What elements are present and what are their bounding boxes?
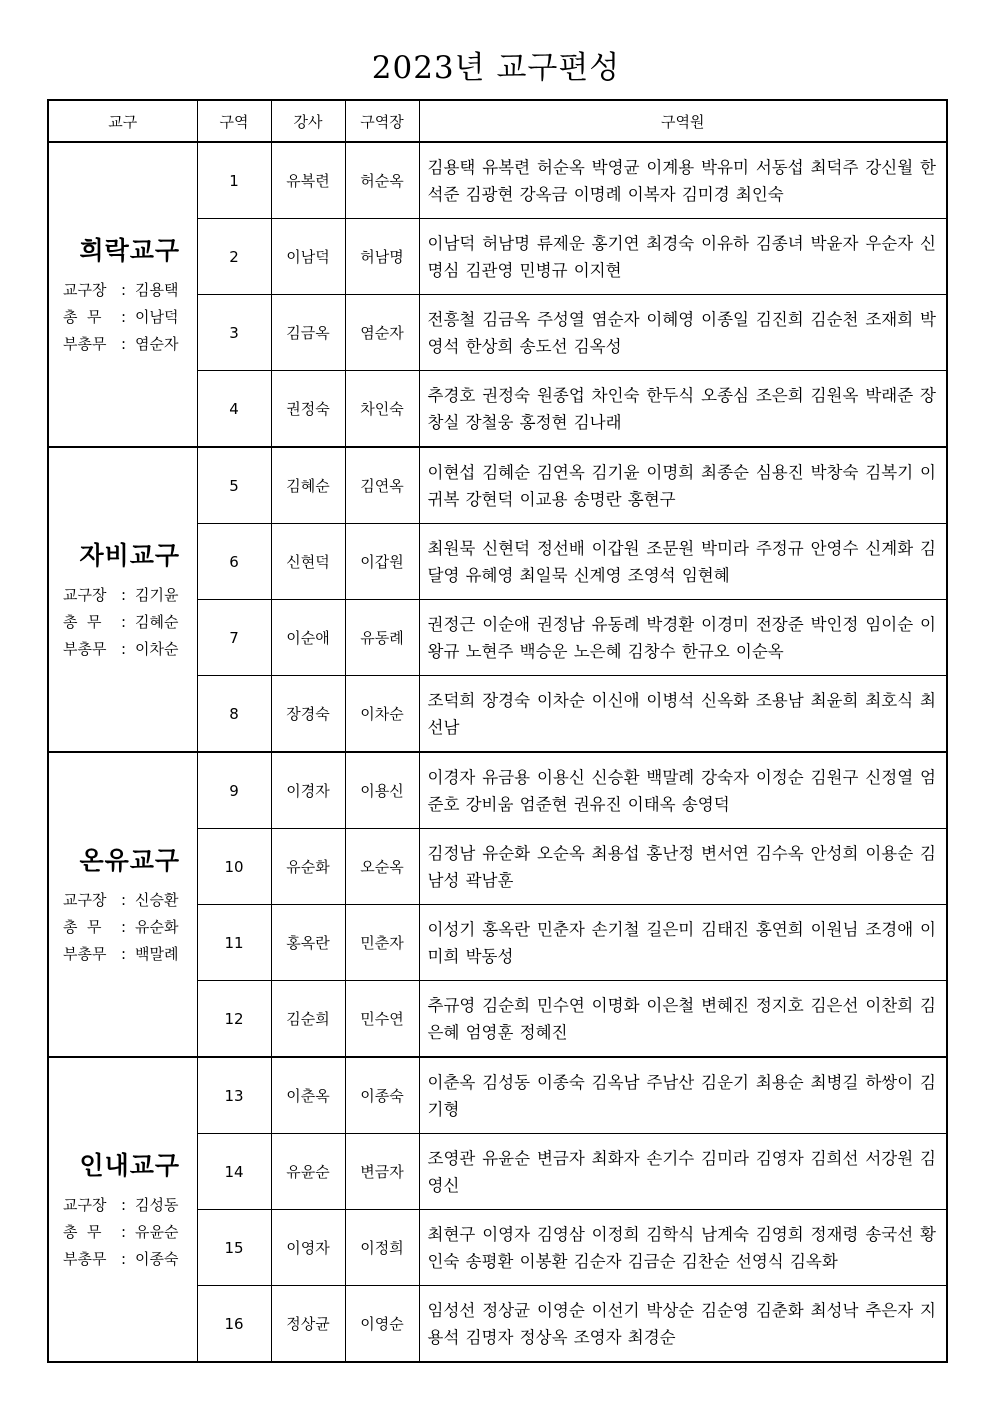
district-number: 14 bbox=[197, 1134, 271, 1210]
officer-colon: : bbox=[121, 1250, 127, 1268]
parish-general bbox=[63, 304, 197, 331]
parish-general-name: 유순화 bbox=[135, 918, 179, 936]
district-teacher: 유윤순 bbox=[271, 1134, 345, 1210]
officer-colon: : bbox=[121, 945, 127, 963]
parish-cell bbox=[48, 447, 197, 752]
district-number: 8 bbox=[197, 676, 271, 753]
officer-label-head: 교구장 bbox=[63, 281, 107, 299]
district-leader: 김연옥 bbox=[345, 447, 419, 524]
parish-vice bbox=[63, 331, 197, 358]
officer-label-vice: 부총무 bbox=[63, 1250, 107, 1268]
parish-vice-name: 이차순 bbox=[135, 640, 179, 658]
district-teacher: 신현덕 bbox=[271, 524, 345, 600]
district-number: 7 bbox=[197, 600, 271, 676]
officer-label-general: 총 무 bbox=[63, 918, 102, 936]
district-leader: 변금자 bbox=[345, 1134, 419, 1210]
parish-name: 인내교구 bbox=[79, 1151, 181, 1180]
officer-label-general: 총 무 bbox=[63, 613, 102, 631]
officer-colon: : bbox=[121, 640, 127, 658]
officer-label-vice: 부총무 bbox=[63, 640, 107, 658]
parish-vice-name: 염순자 bbox=[135, 335, 179, 353]
parish-general bbox=[63, 609, 197, 636]
district-members: 김정남 유순화 오순옥 최용섭 홍난정 변서연 김수옥 안성희 이용순 김남성 곽남훈 bbox=[419, 829, 947, 905]
district-leader: 유동례 bbox=[345, 600, 419, 676]
officer-label-general: 총 무 bbox=[63, 1223, 102, 1241]
officer-label-head: 교구장 bbox=[63, 891, 107, 909]
district-number: 3 bbox=[197, 295, 271, 371]
parish-name: 자비교구 bbox=[79, 541, 181, 570]
district-members: 추규영 김순희 민수연 이명화 이은철 변혜진 정지호 김은선 이찬희 김은혜 엄영훈 정혜진 bbox=[419, 981, 947, 1058]
officer-colon: : bbox=[121, 1196, 127, 1214]
parish-cell bbox=[48, 752, 197, 1057]
district-number: 16 bbox=[197, 1286, 271, 1363]
table-row bbox=[48, 447, 947, 524]
parish-vice-name: 백말례 bbox=[135, 945, 179, 963]
district-number: 11 bbox=[197, 905, 271, 981]
officer-colon: : bbox=[121, 613, 127, 631]
district-number: 13 bbox=[197, 1057, 271, 1134]
district-members: 최현구 이영자 김영삼 이정희 김학식 남계숙 김영희 정재령 송국선 황인숙 송평환 이봉환 김순자 김금순 김찬순 선영식 김옥화 bbox=[419, 1210, 947, 1286]
table-body bbox=[48, 142, 947, 1362]
parish-head-name: 김기윤 bbox=[135, 586, 179, 604]
district-number: 2 bbox=[197, 219, 271, 295]
district-leader: 이갑원 bbox=[345, 524, 419, 600]
district-number: 10 bbox=[197, 829, 271, 905]
district-teacher: 김순희 bbox=[271, 981, 345, 1058]
table-row bbox=[48, 142, 947, 219]
officer-label-vice: 부총무 bbox=[63, 945, 107, 963]
parish-roster-table bbox=[47, 99, 948, 1363]
officer-label-general: 총 무 bbox=[63, 308, 102, 326]
district-members: 권정근 이순애 권정남 유동례 박경환 이경미 전장준 박인정 임이순 이왕규 노현주 백승운 노은혜 김창수 한규오 이순옥 bbox=[419, 600, 947, 676]
district-leader: 이정희 bbox=[345, 1210, 419, 1286]
parish-head bbox=[63, 277, 197, 304]
district-leader: 이차순 bbox=[345, 676, 419, 753]
parish-head-name: 신승환 bbox=[135, 891, 179, 909]
district-number: 12 bbox=[197, 981, 271, 1058]
district-number: 9 bbox=[197, 752, 271, 829]
district-teacher: 김금옥 bbox=[271, 295, 345, 371]
district-members: 이현섭 김혜순 김연옥 김기윤 이명희 최종순 심용진 박창숙 김복기 이귀복 강현덕 이교용 송명란 홍현구 bbox=[419, 447, 947, 524]
district-teacher: 권정숙 bbox=[271, 371, 345, 448]
parish-head bbox=[63, 582, 197, 609]
officer-label-head: 교구장 bbox=[63, 1196, 107, 1214]
header-leader: 구역장 bbox=[345, 100, 419, 142]
district-teacher: 이순애 bbox=[271, 600, 345, 676]
district-leader: 민수연 bbox=[345, 981, 419, 1058]
parish-cell bbox=[48, 1057, 197, 1362]
district-members: 이성기 홍옥란 민춘자 손기철 길은미 김태진 홍연희 이원님 조경애 이미희 박동성 bbox=[419, 905, 947, 981]
district-number: 4 bbox=[197, 371, 271, 448]
district-leader: 이영순 bbox=[345, 1286, 419, 1363]
officer-colon: : bbox=[121, 308, 127, 326]
parish-head-name: 김용택 bbox=[135, 281, 179, 299]
officer-colon: : bbox=[121, 335, 127, 353]
district-teacher: 이경자 bbox=[271, 752, 345, 829]
officer-colon: : bbox=[121, 918, 127, 936]
district-teacher: 이영자 bbox=[271, 1210, 345, 1286]
table-header-row bbox=[48, 100, 947, 142]
header-members: 구역원 bbox=[419, 100, 947, 142]
parish-general bbox=[63, 1219, 197, 1246]
district-number: 5 bbox=[197, 447, 271, 524]
district-members: 이남덕 허남명 류제운 홍기연 최경숙 이유하 김종녀 박윤자 우순자 신명심 김관영 민병규 이지현 bbox=[419, 219, 947, 295]
parish-head bbox=[63, 1192, 197, 1219]
district-teacher: 홍옥란 bbox=[271, 905, 345, 981]
district-members: 추경호 권정숙 원종업 차인숙 한두식 오종심 조은희 김원옥 박래준 장창실 장철웅 홍정현 김나래 bbox=[419, 371, 947, 448]
table-row bbox=[48, 752, 947, 829]
district-leader: 허남명 bbox=[345, 219, 419, 295]
district-teacher: 유복련 bbox=[271, 142, 345, 219]
district-number: 1 bbox=[197, 142, 271, 219]
district-teacher: 이남덕 bbox=[271, 219, 345, 295]
district-members: 조영관 유윤순 변금자 최화자 손기수 김미라 김영자 김희선 서강원 김영신 bbox=[419, 1134, 947, 1210]
header-parish: 교구 bbox=[48, 100, 197, 142]
parish-cell bbox=[48, 142, 197, 447]
officer-label-vice: 부총무 bbox=[63, 335, 107, 353]
parish-name: 온유교구 bbox=[79, 846, 181, 875]
district-members: 김용택 유복련 허순옥 박영균 이계용 박유미 서동섭 최덕주 강신월 한석준 김광현 강옥금 이명례 이복자 김미경 최인숙 bbox=[419, 142, 947, 219]
district-members: 임성선 정상균 이영순 이선기 박상순 김순영 김춘화 최성낙 추은자 지용석 김명자 정상옥 조영자 최경순 bbox=[419, 1286, 947, 1363]
officer-colon: : bbox=[121, 281, 127, 299]
parish-general-name: 이남덕 bbox=[135, 308, 179, 326]
district-leader: 민춘자 bbox=[345, 905, 419, 981]
officer-colon: : bbox=[121, 1223, 127, 1241]
district-leader: 이종숙 bbox=[345, 1057, 419, 1134]
district-teacher: 이춘옥 bbox=[271, 1057, 345, 1134]
district-members: 전흥철 김금옥 주성열 염순자 이혜영 이종일 김진희 김순천 조재희 박영석 한상희 송도선 김옥성 bbox=[419, 295, 947, 371]
district-number: 6 bbox=[197, 524, 271, 600]
district-leader: 오순옥 bbox=[345, 829, 419, 905]
parish-general bbox=[63, 914, 197, 941]
district-members: 조덕희 장경숙 이차순 이신애 이병석 신옥화 조용남 최윤희 최호식 최선남 bbox=[419, 676, 947, 753]
district-teacher: 정상균 bbox=[271, 1286, 345, 1363]
parish-vice bbox=[63, 636, 197, 663]
officer-colon: : bbox=[121, 586, 127, 604]
district-leader: 염순자 bbox=[345, 295, 419, 371]
district-teacher: 장경숙 bbox=[271, 676, 345, 753]
district-members: 이경자 유금용 이용신 신승환 백말례 강숙자 이정순 김원구 신정열 엄준호 강비움 엄준현 권유진 이태옥 송영덕 bbox=[419, 752, 947, 829]
parish-vice bbox=[63, 1246, 197, 1273]
page-title: 2023년 교구편성 bbox=[371, 50, 621, 86]
header-teacher: 강사 bbox=[271, 100, 345, 142]
table-row bbox=[48, 1057, 947, 1134]
district-members: 이춘옥 김성동 이종숙 김옥남 주남산 김운기 최용순 최병길 하쌍이 김기형 bbox=[419, 1057, 947, 1134]
district-teacher: 김혜순 bbox=[271, 447, 345, 524]
header-district: 구역 bbox=[197, 100, 271, 142]
district-number: 15 bbox=[197, 1210, 271, 1286]
parish-general-name: 김혜순 bbox=[135, 613, 179, 631]
district-leader: 허순옥 bbox=[345, 142, 419, 219]
parish-vice bbox=[63, 941, 197, 968]
officer-colon: : bbox=[121, 891, 127, 909]
district-leader: 이용신 bbox=[345, 752, 419, 829]
parish-general-name: 유윤순 bbox=[135, 1223, 179, 1241]
parish-head bbox=[63, 887, 197, 914]
district-leader: 차인숙 bbox=[345, 371, 419, 448]
parish-head-name: 김성동 bbox=[135, 1196, 179, 1214]
parish-name: 희락교구 bbox=[79, 236, 181, 265]
officer-label-head: 교구장 bbox=[63, 586, 107, 604]
district-teacher: 유순화 bbox=[271, 829, 345, 905]
parish-vice-name: 이종숙 bbox=[135, 1250, 179, 1268]
district-members: 최원묵 신현덕 정선배 이갑원 조문원 박미라 주정규 안영수 신계화 김달영 유혜영 최일묵 신계영 조영석 임현혜 bbox=[419, 524, 947, 600]
